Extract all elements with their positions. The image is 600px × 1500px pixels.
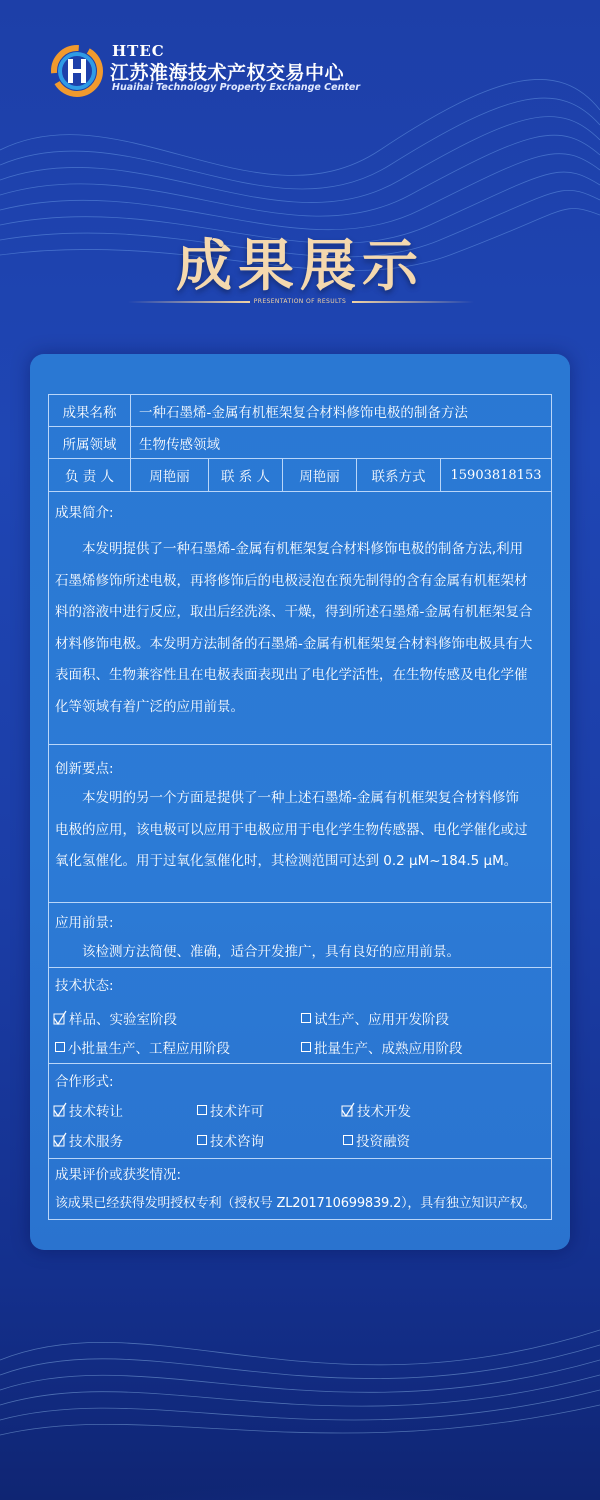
tech-status-option[interactable]: 样品、实验室阶段 [53,1008,177,1028]
row-awards [49,1159,551,1219]
owner-value: 周艳丽 [131,459,209,491]
tech-status-option[interactable]: 试生产、应用开发阶段 [301,1008,449,1028]
checked-box-icon [341,1102,355,1118]
innovation-line: 电极的应用，该电极可以应用于电极应用于电化学生物传感器、电化学催化或过 [55,821,528,838]
summary-line: 表面积、生物兼容性且在电极表面表现出了电化学活性，在生物传感及电化学催 [55,667,528,683]
row-summary [49,492,551,745]
tech-status-option[interactable]: 小批量生产、工程应用阶段 [55,1037,230,1057]
checked-box-icon [53,1010,67,1026]
summary-label: 成果简介: [55,505,114,521]
checkbox-icon [197,1105,207,1115]
row-name [49,395,551,427]
field-label: 所属领域 [49,427,131,458]
phone-label: 联系方式 [357,459,441,491]
org-name-en: Huaihai Technology Property Exchange Center [112,82,361,93]
innovation-line: 氧化氢催化。用于过氧化氢催化时，其检测范围可达到 0.2 μM~184.5 μM。 [55,853,518,869]
header [50,40,370,100]
row-contact [49,459,551,492]
phone-value: 15903818153 [450,467,542,483]
results-table [48,394,552,1220]
awards-label: 成果评价或获奖情况: [55,1167,182,1183]
row-innovation [49,745,551,903]
org-name-cn: 江苏淮海技术产权交易中心 [110,62,345,84]
innovation-text [55,783,547,878]
cooperation-label: 合作形式: [55,1074,114,1090]
row-cooperation [49,1064,551,1159]
tech-status-option[interactable]: 批量生产、成熟应用阶段 [301,1037,463,1057]
field-value: 生物传感领域 [139,436,220,453]
checkbox-icon [301,1013,311,1023]
summary-line: 化等领域有着广泛的应用前景。 [55,698,244,715]
name-value: 一种石墨烯-金属有机框架复合材料修饰电极的制备方法 [139,404,468,421]
cooperation-option[interactable]: 投资融资 [343,1130,410,1150]
summary-line: 石墨烯修饰所述电极，再将修饰后的电极浸泡在预先制得的含有金属有机框架材 [55,572,528,589]
summary-text [55,534,547,723]
contact-value: 周艳丽 [283,459,357,491]
owner-label: 负 责 人 [49,459,131,491]
innovation-label: 创新要点: [55,761,114,777]
application-text: 该检测方法简便、准确，适合开发推广，具有良好的应用前景。 [82,944,460,960]
summary-line: 本发明提供了一种石墨烯-金属有机框架复合材料修饰电极的制备方法,利用 [82,541,524,557]
checked-box-icon [53,1102,67,1118]
innovation-line: 本发明的另一个方面是提供了一种上述石墨烯-金属有机框架复合材料修饰 [82,790,519,806]
row-tech-status [49,968,551,1064]
checkbox-icon [301,1042,311,1052]
cooperation-option[interactable]: 技术开发 [341,1100,411,1120]
summary-line: 材料修饰电极。本发明方法制备的石墨烯-金属有机框架复合材料修饰电极具有大 [55,635,533,652]
row-field [49,427,551,459]
row-application [49,903,551,968]
page-title: 成果展示 [176,233,424,299]
cooperation-option[interactable]: 技术许可 [197,1100,264,1120]
htec-logo-icon [50,44,104,98]
cooperation-option[interactable]: 技术服务 [53,1130,123,1150]
checked-box-icon [53,1132,67,1148]
contact-label: 联 系 人 [209,459,283,491]
tech-status-label: 技术状态: [55,978,114,994]
brand-short: HTEC [112,42,165,60]
checkbox-icon [55,1042,65,1052]
awards-text: 该成果已经获得发明授权专利（授权号 ZL201710699839.2），具有独立知识产权。 [55,1196,536,1211]
summary-line: 料的溶液中进行反应，取出后经洗涤、干燥，得到所述石墨烯-金属有机框架复合 [55,604,533,620]
cooperation-option[interactable]: 技术转让 [53,1100,123,1120]
application-label: 应用前景: [55,915,114,931]
checkbox-icon [343,1135,353,1145]
checkbox-icon [197,1135,207,1145]
cooperation-option[interactable]: 技术咨询 [197,1130,264,1150]
name-label: 成果名称 [49,395,131,426]
page-subtitle: PRESENTATION OF RESULTS [253,298,347,305]
